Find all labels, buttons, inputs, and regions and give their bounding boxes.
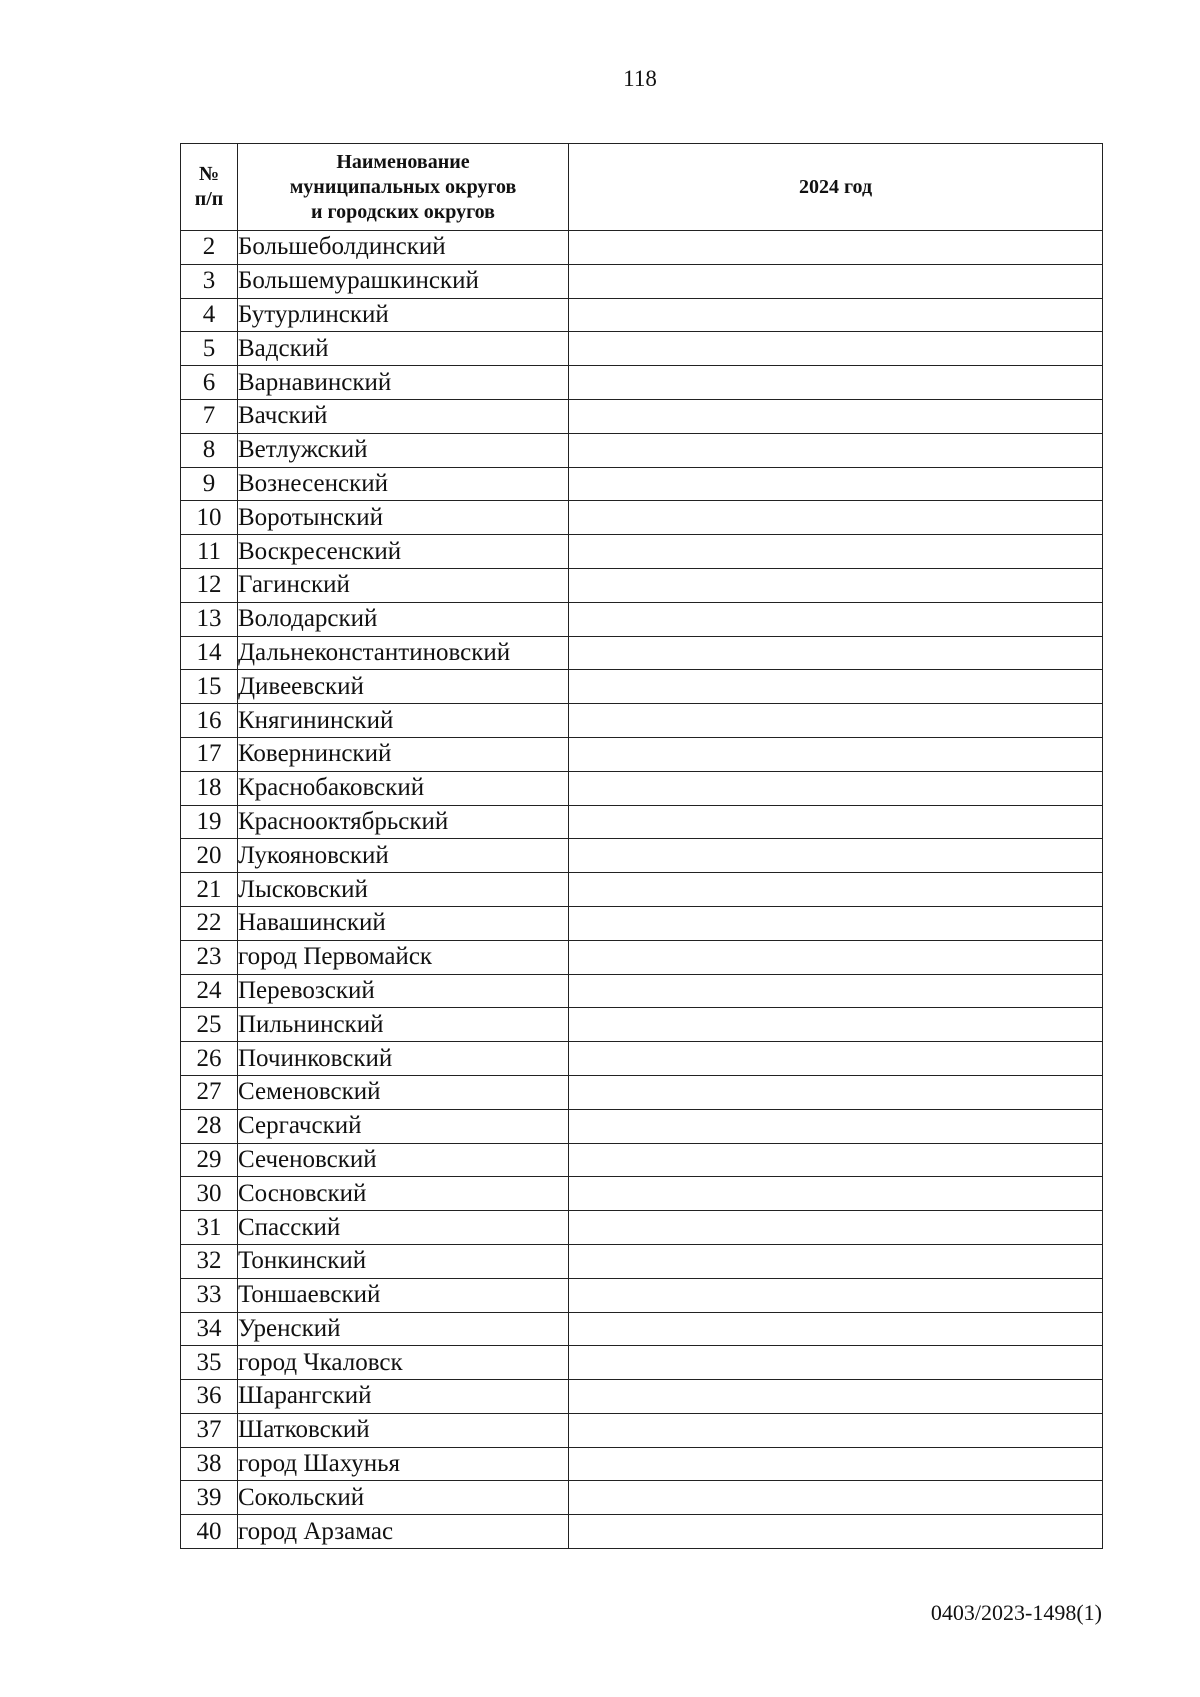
table-row [181,1075,1103,1109]
year-value [569,737,1103,771]
table-row [181,1109,1103,1143]
table-row [181,231,1103,265]
header-year: 2024 год [569,144,1103,231]
table-row [181,433,1103,467]
row-number: 21 [181,873,238,907]
table-row [181,1008,1103,1042]
districts-table [180,143,1103,1549]
year-value [569,501,1103,535]
year-value [569,467,1103,501]
year-value [569,1177,1103,1211]
district-name: Шатковский [238,1413,569,1447]
table-row [181,1244,1103,1278]
table-row [181,399,1103,433]
year-value [569,974,1103,1008]
row-number: 8 [181,433,238,467]
row-number: 39 [181,1481,238,1515]
district-name: Дальнеконстантиновский [238,636,569,670]
row-number: 30 [181,1177,238,1211]
year-value [569,1312,1103,1346]
year-value [569,231,1103,265]
table-header [181,144,1103,231]
district-name: Уренский [238,1312,569,1346]
row-number: 29 [181,1143,238,1177]
year-value [569,1515,1103,1549]
table-row [181,737,1103,771]
year-value [569,1075,1103,1109]
table-row [181,1177,1103,1211]
year-value [569,568,1103,602]
table-row [181,467,1103,501]
row-number: 10 [181,501,238,535]
row-number: 18 [181,771,238,805]
year-value [569,1109,1103,1143]
row-number: 36 [181,1380,238,1414]
row-number: 9 [181,467,238,501]
table-row [181,670,1103,704]
table-row [181,1515,1103,1549]
district-name: Сеченовский [238,1143,569,1177]
row-number: 25 [181,1008,238,1042]
district-name: город Шахунья [238,1447,569,1481]
row-number: 40 [181,1515,238,1549]
table-row [181,1346,1103,1380]
table-row [181,974,1103,1008]
row-number: 31 [181,1211,238,1245]
row-number: 5 [181,332,238,366]
table-row [181,805,1103,839]
year-value [569,332,1103,366]
district-name: Бутурлинский [238,298,569,332]
year-value [569,839,1103,873]
year-value [569,704,1103,738]
district-name: Перевозский [238,974,569,1008]
district-name: Лысковский [238,873,569,907]
year-value [569,399,1103,433]
year-value [569,1211,1103,1245]
district-name: Воскресенский [238,535,569,569]
year-value [569,602,1103,636]
header-num-label: № п/п [194,163,224,210]
row-number: 33 [181,1278,238,1312]
header-name-line1: Наименование [336,150,470,173]
table-row [181,298,1103,332]
year-value [569,1380,1103,1414]
table-row [181,771,1103,805]
header-name-line3: и городских округов [311,200,495,223]
district-name: Сергачский [238,1109,569,1143]
row-number: 20 [181,839,238,873]
year-value [569,535,1103,569]
table-row [181,1481,1103,1515]
table-row [181,940,1103,974]
district-name: Лукояновский [238,839,569,873]
district-name: Большеболдинский [238,231,569,265]
district-name: Спасский [238,1211,569,1245]
district-name: Большемурашкинский [238,264,569,298]
table-body [181,231,1103,1549]
row-number: 35 [181,1346,238,1380]
row-number: 32 [181,1244,238,1278]
row-number: 38 [181,1447,238,1481]
row-number: 2 [181,231,238,265]
row-number: 19 [181,805,238,839]
document-code: 0403/2023-1498(1) [930,1600,1102,1625]
year-value [569,636,1103,670]
table-row [181,906,1103,940]
table-row [181,264,1103,298]
district-name: Воротынский [238,501,569,535]
row-number: 22 [181,906,238,940]
table-row [181,568,1103,602]
year-value [569,366,1103,400]
district-name: Володарский [238,602,569,636]
district-name: Вознесенский [238,467,569,501]
district-name: Навашинский [238,906,569,940]
table-row [181,366,1103,400]
year-value [569,433,1103,467]
year-value [569,805,1103,839]
year-value [569,1346,1103,1380]
table-row [181,535,1103,569]
district-name: Пильнинский [238,1008,569,1042]
year-value [569,1481,1103,1515]
table-row [181,1380,1103,1414]
district-name: Дивеевский [238,670,569,704]
row-number: 34 [181,1312,238,1346]
table-row [181,704,1103,738]
district-name: Краснобаковский [238,771,569,805]
row-number: 37 [181,1413,238,1447]
district-name: Краснооктябрьский [238,805,569,839]
table-row [181,1312,1103,1346]
table-row [181,1042,1103,1076]
year-value [569,873,1103,907]
year-value [569,1008,1103,1042]
row-number: 12 [181,568,238,602]
district-name: город Арзамас [238,1515,569,1549]
year-value [569,1244,1103,1278]
row-number: 3 [181,264,238,298]
year-value [569,906,1103,940]
row-number: 4 [181,298,238,332]
district-name: город Первомайск [238,940,569,974]
district-name: Сокольский [238,1481,569,1515]
table-row [181,1413,1103,1447]
year-value [569,940,1103,974]
page-number: 118 [623,66,657,91]
year-value [569,1143,1103,1177]
district-name: Сосновский [238,1177,569,1211]
district-name: Вачский [238,399,569,433]
district-name: Тоншаевский [238,1278,569,1312]
row-number: 27 [181,1075,238,1109]
row-number: 23 [181,940,238,974]
header-num [181,144,238,231]
year-value [569,771,1103,805]
district-name: Гагинский [238,568,569,602]
year-value [569,298,1103,332]
district-name: Семеновский [238,1075,569,1109]
year-value [569,1447,1103,1481]
row-number: 7 [181,399,238,433]
row-number: 11 [181,535,238,569]
district-name: Вадский [238,332,569,366]
table-row [181,839,1103,873]
district-name: город Чкаловск [238,1346,569,1380]
district-name: Тонкинский [238,1244,569,1278]
district-name: Шарангский [238,1380,569,1414]
table-row [181,501,1103,535]
row-number: 6 [181,366,238,400]
row-number: 14 [181,636,238,670]
table-row [181,636,1103,670]
table-row [181,1143,1103,1177]
district-name: Ковернинский [238,737,569,771]
district-name: Княгининский [238,704,569,738]
table-row [181,1447,1103,1481]
district-name: Варнавинский [238,366,569,400]
year-value [569,1278,1103,1312]
header-name [238,144,569,231]
row-number: 24 [181,974,238,1008]
year-value [569,670,1103,704]
row-number: 17 [181,737,238,771]
district-name: Починковский [238,1042,569,1076]
table-row [181,873,1103,907]
year-value [569,1413,1103,1447]
year-value [569,1042,1103,1076]
district-name: Ветлужский [238,433,569,467]
row-number: 15 [181,670,238,704]
table-row [181,332,1103,366]
row-number: 26 [181,1042,238,1076]
row-number: 28 [181,1109,238,1143]
row-number: 16 [181,704,238,738]
year-value [569,264,1103,298]
row-number: 13 [181,602,238,636]
table-row [181,602,1103,636]
table-row [181,1278,1103,1312]
table-row [181,1211,1103,1245]
header-name-line2: муниципальных округов [289,175,517,198]
header-row [181,144,1103,231]
